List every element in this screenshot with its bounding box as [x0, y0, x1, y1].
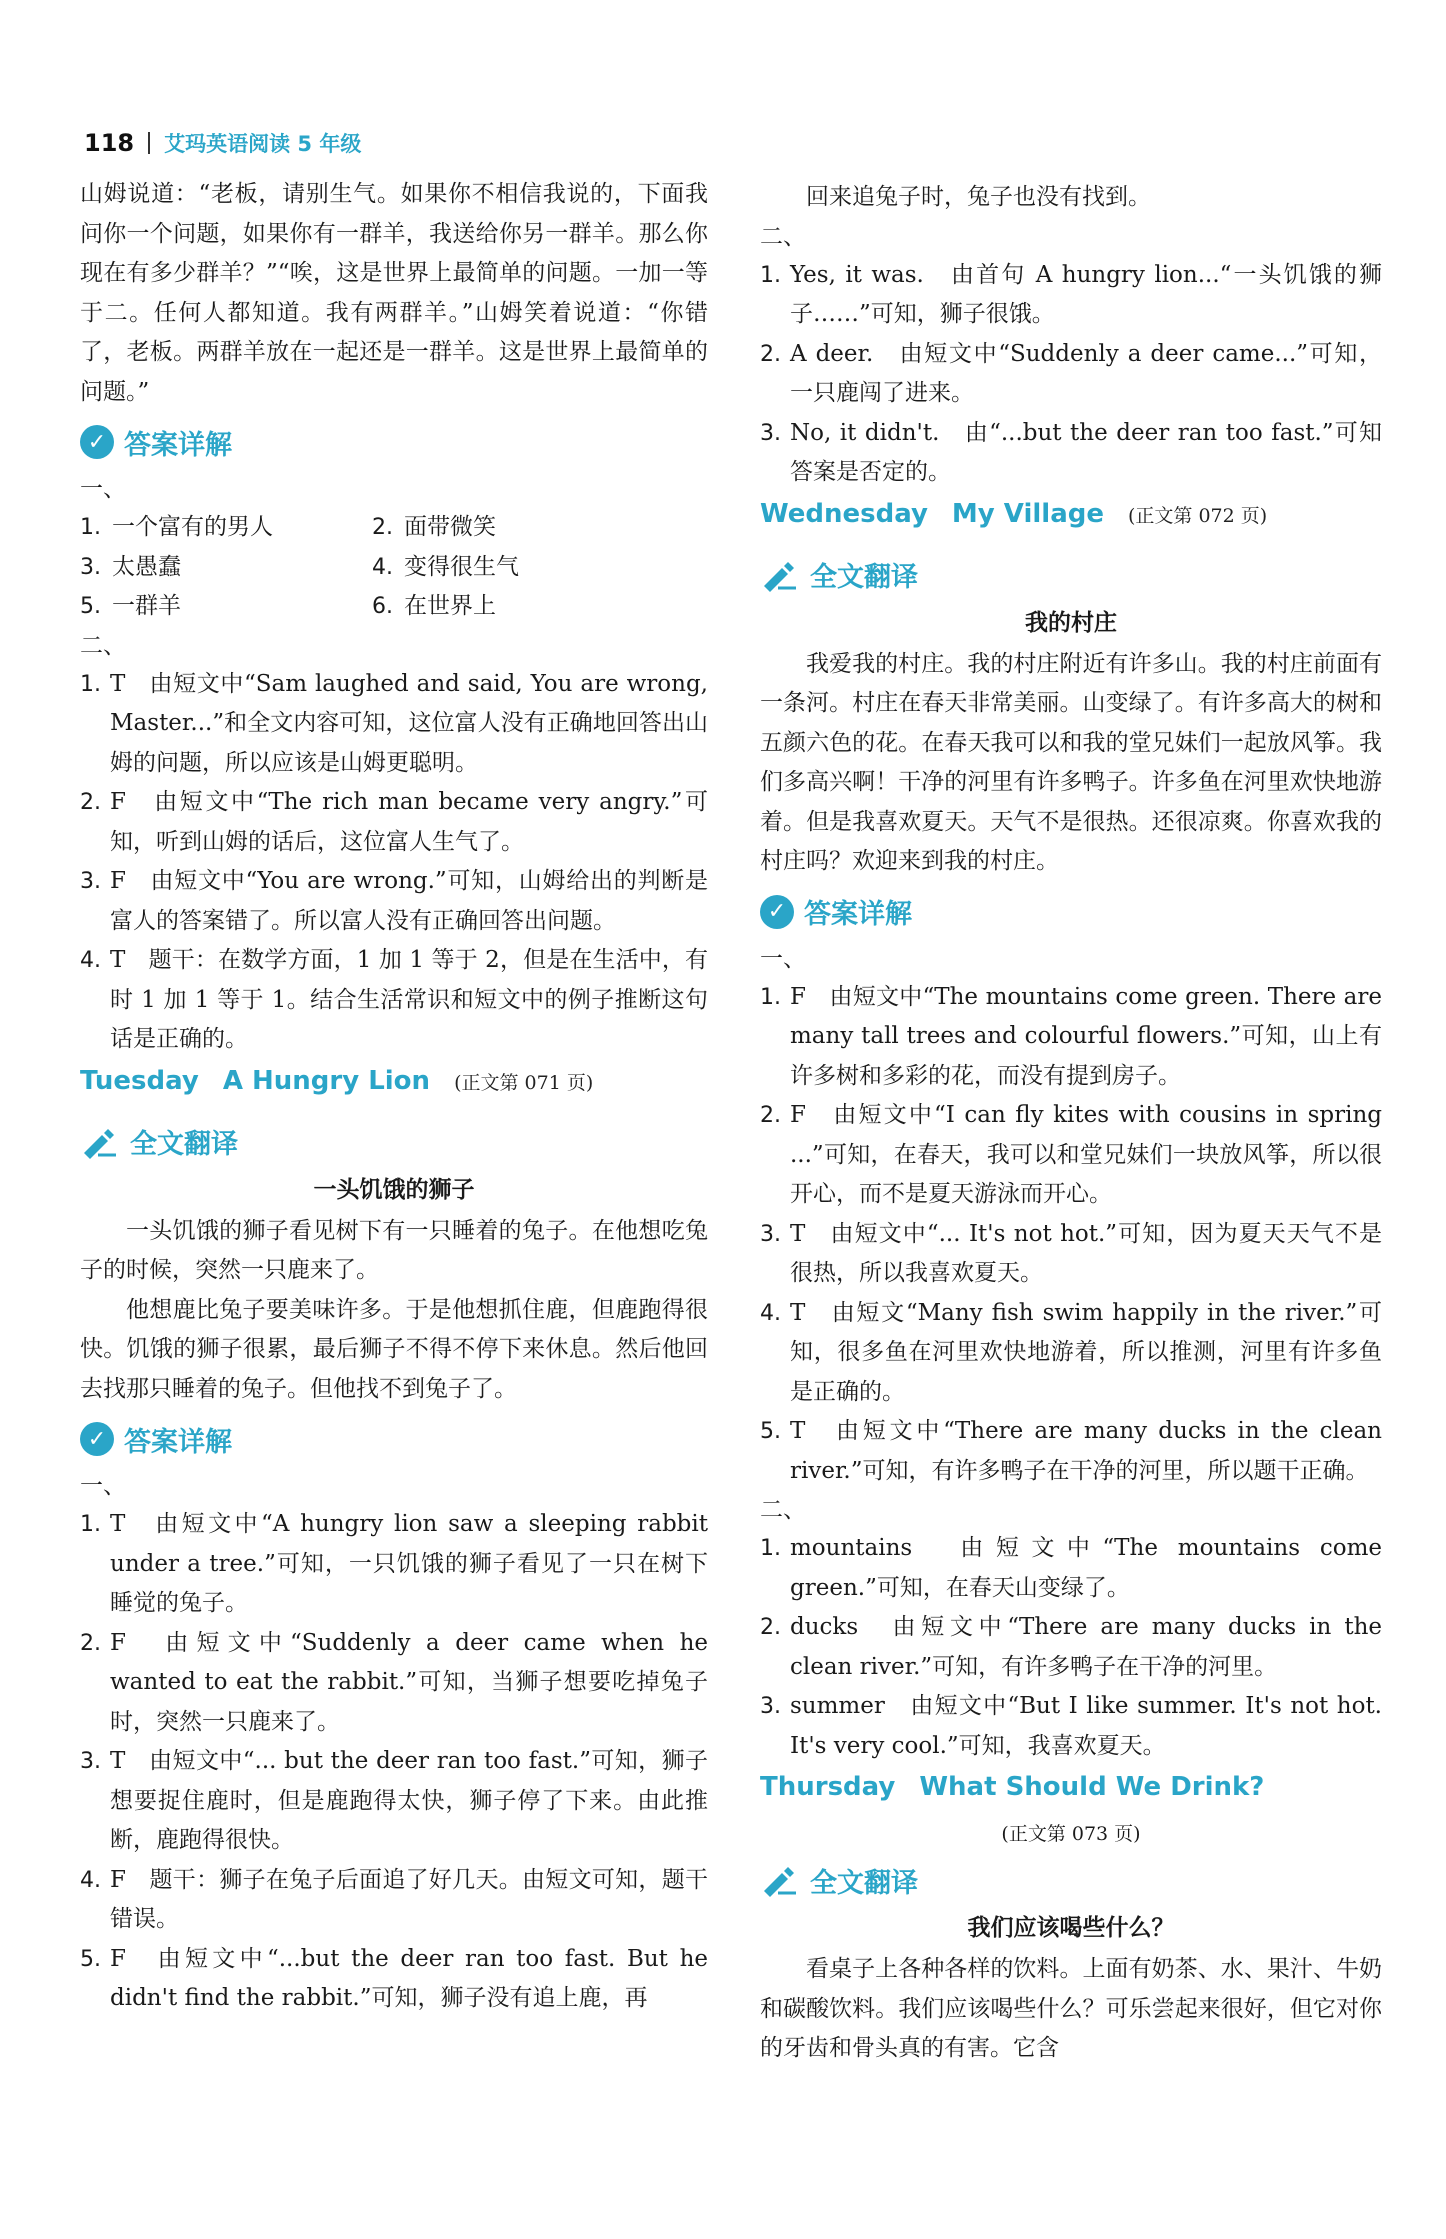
check-icon: ✓: [80, 425, 114, 459]
page-header: [84, 128, 361, 158]
answer-item: 1. T 由短文中“Sam laughed and said, You are wrong, Master...”和全文内容可知，这位富人没有正确地回答出山姆的问题，所以应该是山姆更聪明。: [80, 670, 708, 776]
pen-icon: [80, 1125, 120, 1159]
part-label: 二、: [80, 632, 126, 659]
answer-item: 4. T 题干：在数学方面，1 加 1 等于 2，但是在生活中，有时 1 加 1 等于 1。结合生活常识和短文中的例子推断这句话是正确的。: [80, 947, 708, 1052]
story-title: 一头饥饿的狮子: [313, 1175, 475, 1203]
check-icon: ✓: [80, 1422, 114, 1456]
answer-item: 5. T 由短文中“There are many ducks in the clean river.”可知，有许多鸭子在干净的河里，所以题干正确。: [760, 1418, 1382, 1484]
translation-label: 全文翻译: [130, 1129, 238, 1160]
header-divider: [148, 132, 150, 154]
answer-item: 1. Yes, it was. 由首句 A hungry lion...“一头饥饿的狮子……”可知，狮子很饿。: [760, 261, 1382, 327]
left-column: [80, 175, 708, 2019]
answer-item: 3. T 由短文中“... It's not hot.”可知，因为夏天天气不是很热，所以我喜欢夏天。: [760, 1220, 1382, 1286]
story-paragraph: 一头饥饿的狮子看见树下有一只睡着的兔子。在他想吃兔子的时候，突然一只鹿来了。: [80, 1217, 708, 1283]
lesson-heading-wednesday: Wednesday My Village (正文第 072 页): [760, 498, 1268, 529]
part-label: 二、: [760, 1497, 806, 1523]
answer-item: 2. ducks 由短文中“There are many ducks in the clean river.”可知，有许多鸭子在干净的河里。: [760, 1614, 1382, 1680]
answers-label: 答案详解: [124, 429, 232, 461]
translation-heading: [760, 1856, 1382, 1904]
check-icon: ✓: [760, 895, 794, 929]
lesson-heading-tuesday: Tuesday A Hungry Lion (正文第 071 页): [80, 1065, 594, 1096]
part-label: 二、: [760, 223, 806, 250]
answers-label: 答案详解: [124, 1426, 232, 1458]
answer-item: 2. F 由短文中“I can fly kites with cousins in spring ...”可知，在春天，我可以和堂兄妹们一块放风筝，所以很开心，而不是夏天游泳而开心。: [760, 1102, 1382, 1207]
answers-heading: [80, 418, 708, 466]
answer-item: 5. F 由短文中“...but the deer ran too fast. But he didn't find the rabbit.”可知，狮子没有追上鹿，再: [80, 1945, 708, 2011]
answer-item: 4. F 题干：狮子在兔子后面追了好几天。由短文可知，题干错误。: [80, 1866, 708, 1932]
book-title: 艾玛英语阅读 5 年级: [164, 132, 362, 156]
answer-continuation: 回来追兔子时，兔子也没有找到。: [806, 184, 1151, 210]
answer-pair: 5. 一群羊 6. 在世界上: [80, 593, 496, 619]
answer-item: 2. F 由短文中“The rich man became very angry.”可知，听到山姆的话后，这位富人生气了。: [80, 789, 708, 855]
translation-heading: [80, 1118, 708, 1166]
pen-icon: [760, 1863, 800, 1897]
story-title: 我的村庄: [1025, 608, 1117, 636]
part-label: 一、: [80, 1473, 126, 1499]
translation-heading: [760, 551, 1382, 599]
answer-pair: 3. 太愚蠢 4. 变得很生气: [80, 553, 519, 580]
answers-heading: [80, 1415, 708, 1463]
answer-item: 4. T 由短文“Many fish swim happily in the river.”可知，很多鱼在河里欢快地游着，所以推测，河里有许多鱼是正确的。: [760, 1299, 1382, 1405]
story-continuation: 山姆说道：“老板，请别生气。如果你不相信我说的，下面我问你一个问题，如果你有一群羊，我送给你另一群羊。那么你现在有多少群羊？”“唉，这是世界上最简单的问题。一加一等于二。任何人都知道。我有两群羊。”山姆笑着说道：“你错了，老板。两群羊放在一起还是一群羊。这是世界上最简单的问题。”: [80, 181, 708, 405]
answers-label: 答案详解: [804, 899, 912, 930]
answer-item: 3. summer 由短文中“But I like summer. It's not hot. It's very cool.”可知，我喜欢夏天。: [760, 1693, 1382, 1759]
page-number: 118: [84, 129, 135, 157]
story-paragraph: 看桌子上各种各样的饮料。上面有奶茶、水、果汁、牛奶和碳酸饮料。我们应该喝些什么？可乐尝起来很好，但它对你的牙齿和骨头真的有害。它含: [760, 1956, 1382, 2061]
answer-item: 3. F 由短文中“You are wrong.”可知，山姆给出的判断是富人的答案错了。所以富人没有正确回答出问题。: [80, 868, 708, 934]
part-label: 一、: [760, 945, 806, 972]
answer-item: 2. A deer. 由短文中“Suddenly a deer came...”可知，一只鹿闯了进来。: [760, 340, 1382, 406]
story-paragraph: 我爱我的村庄。我的村庄附近有许多山。我的村庄前面有一条河。村庄在春天非常美丽。山变绿了。有许多高大的树和五颜六色的花。在春天我可以和我的堂兄妹们一起放风筝。我们多高兴啊！干净的河里有许多鸭子。许多鱼在河里欢快地游着。但是我喜欢夏天。天气不是很热。还很凉爽。你喜欢我的村庄吗？欢迎来到我的村庄。: [760, 650, 1382, 874]
right-column: [760, 178, 1382, 2069]
lesson-heading-thursday: Thursday What Should We Drink?: [760, 1772, 1265, 1802]
pen-icon: [760, 558, 800, 592]
answer-item: 1. mountains 由短文中“The mountains come green.”可知，在春天山变绿了。: [760, 1535, 1382, 1601]
part-label: 一、: [80, 476, 126, 502]
page-reference: (正文第 073 页): [1001, 1823, 1141, 1845]
translation-label: 全文翻译: [810, 1867, 918, 1899]
answer-item: 3. T 由短文中“... but the deer ran too fast.”可知，狮子想要捉住鹿时，但是鹿跑得太快，狮子停了下来。由此推断，鹿跑得很快。: [80, 1748, 708, 1853]
answer-pair: 1. 一个富有的男人 2. 面带微笑: [80, 514, 496, 540]
answers-heading: [760, 888, 1382, 936]
story-title: 我们应该喝些什么？: [967, 1914, 1175, 1941]
translation-label: 全文翻译: [810, 562, 918, 593]
answer-item: 2. F 由短文中“Suddenly a deer came when he wanted to eat the rabbit.”可知，当狮子想要吃掉兔子时，突然一只鹿来了。: [80, 1629, 708, 1735]
answer-item: 1. T 由短文中“A hungry lion saw a sleeping rabbit under a tree.”可知，一只饥饿的狮子看见了一只在树下睡觉的兔子。: [80, 1511, 708, 1616]
story-paragraph: 他想鹿比兔子要美味许多。于是他想抓住鹿，但鹿跑得很快。饥饿的狮子很累，最后狮子不得不停下来休息。然后他回去找那只睡着的兔子。但他找不到兔子了。: [80, 1296, 708, 1402]
answer-item: 3. No, it didn't. 由“...but the deer ran too fast.”可知答案是否定的。: [760, 419, 1382, 485]
answer-item: 1. F 由短文中“The mountains come green. There are many tall trees and colourful flowers.”可知，山上有许多树和多彩的花，而没有提到房子。: [760, 983, 1382, 1089]
